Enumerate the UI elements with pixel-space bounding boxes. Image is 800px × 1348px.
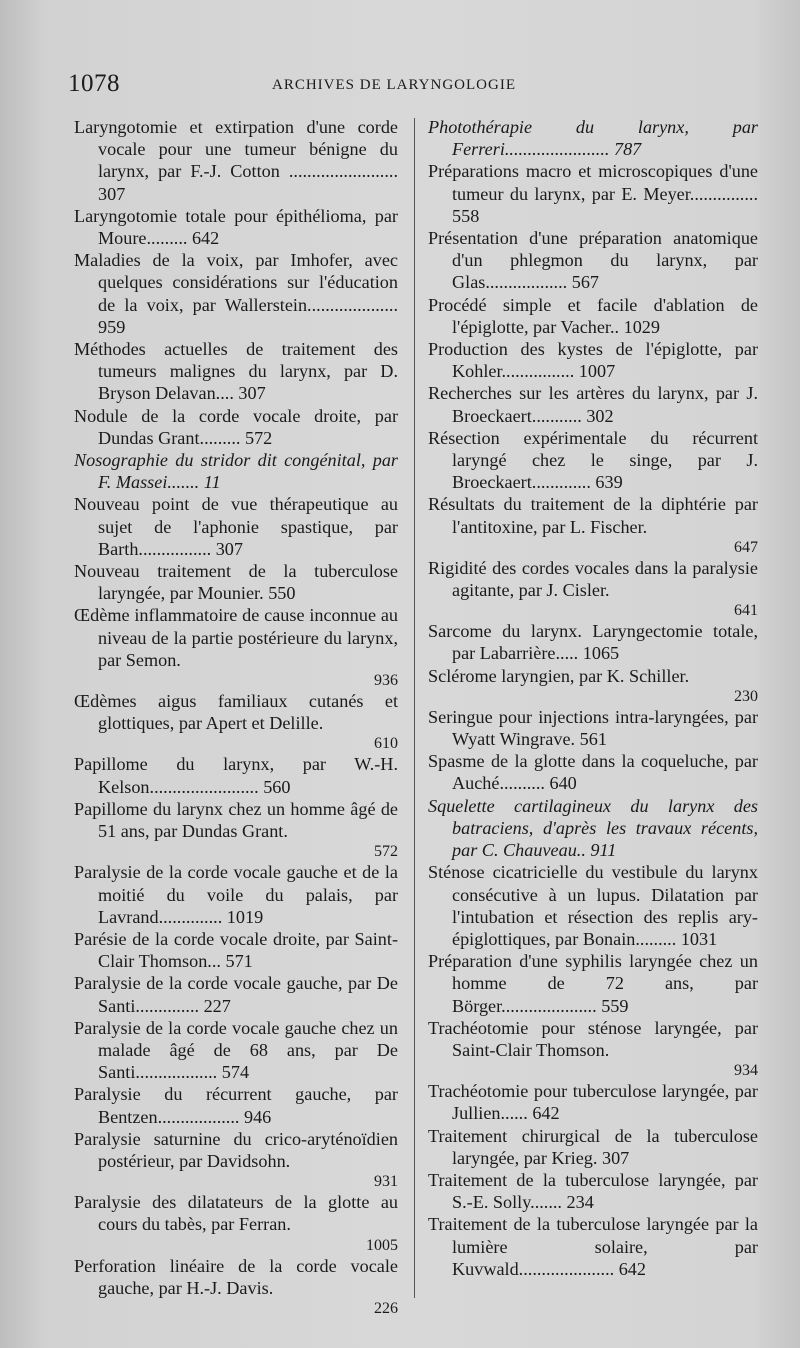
index-entry-text: Préparation d'une syphilis laryngée chez un homme de 72 ans, par Börger..................... 559 <box>428 951 758 1016</box>
index-entry-text: Paralysie de la corde vocale gauche et de la moitié du voile du palais, par Lavrand.............. 1019 <box>74 862 398 927</box>
index-entry <box>74 604 398 690</box>
index-entry <box>74 449 398 493</box>
index-entry <box>428 116 758 160</box>
index-entry-page-number: 1005 <box>366 1236 398 1254</box>
index-entry-text: Perforation linéaire de la corde vocale gauche, par H.-J. Davis. <box>74 1255 398 1298</box>
index-entry-text: Méthodes actuelles de traitement des tumeurs malignes du larynx, par D. Bryson Delavan.... 307 <box>74 339 398 404</box>
index-entry <box>428 1017 758 1080</box>
index-entry-text: Présentation d'une préparation anatomique d'un phlegmon du larynx, par Glas.................. 567 <box>428 228 758 293</box>
index-entry <box>428 227 758 294</box>
index-entry-text: Production des kystes de l'épiglotte, par Kohler................ 1007 <box>428 339 758 382</box>
index-entry-text: Œdème inflammatoire de cause inconnue au niveau de la partie postérieure du larynx, par Semon. <box>74 605 398 670</box>
index-entry-page-number: 572 <box>374 843 398 861</box>
index-entry-text: Rigidité des cordes vocales dans la paralysie agitante, par J. Cisler. <box>428 557 758 601</box>
index-entry <box>428 620 758 664</box>
index-entry-text: Sarcome du larynx. Laryngectomie totale, par Labarrière..... 1065 <box>428 621 758 664</box>
index-entry <box>74 1017 398 1084</box>
index-entry <box>74 1083 398 1127</box>
index-entry <box>74 116 398 205</box>
index-entry-page-number: 934 <box>734 1062 758 1080</box>
index-entry-text: Nodule de la corde vocale droite, par Dundas Grant......... 572 <box>74 405 398 448</box>
index-entry <box>74 205 398 249</box>
index-entry-text: Paralysie de la corde vocale gauche chez un malade âgé de 68 ans, par De Santi.................. 574 <box>74 1017 398 1083</box>
index-entry <box>74 1128 398 1191</box>
index-entry-text: Parésie de la corde vocale droite, par Saint-Clair Thomson... 571 <box>74 928 398 972</box>
column-divider <box>414 118 415 1298</box>
index-entry <box>428 294 758 338</box>
index-entry-text: Paralysie de la corde vocale gauche, par De Santi.............. 227 <box>74 973 398 1016</box>
index-entry-text: Paralysie du récurrent gauche, par Bentzen.................. 946 <box>74 1084 398 1127</box>
page-header <box>0 70 800 104</box>
index-entry-text: Squelette cartilagineux du larynx des batraciens, d'après les travaux récents, par C. Chauveau.. 911 <box>428 795 758 861</box>
index-entry-page-number: 226 <box>374 1299 398 1317</box>
index-entry-text: Sténose cicatricielle du vestibule du larynx consécutive à un lupus. Dilatation par l'intubation et résection des replis ary-épiglottiques, par Bonain......... 1031 <box>428 862 758 949</box>
index-entry-text: Nouveau traitement de la tuberculose laryngée, par Mounier. 550 <box>74 561 398 604</box>
index-entry <box>428 1213 758 1280</box>
right-index-column <box>428 116 758 1280</box>
index-entry <box>74 338 398 405</box>
index-entry-text: Maladies de la voix, par Imhofer, avec quelques considérations sur l'éducation de la voix, par Wallerstein.................... 959 <box>74 250 398 337</box>
running-title: ARCHIVES DE LARYNGOLOGIE <box>272 77 516 93</box>
index-entry-text: Traitement chirurgical de la tuberculose laryngée, par Krieg. 307 <box>428 1125 758 1168</box>
index-entry-text: Paralysie saturnine du crico-aryténoïdien postérieur, par Davidsohn. <box>74 1128 398 1171</box>
index-entry <box>74 928 398 972</box>
index-entry <box>428 160 758 227</box>
index-entry <box>428 1125 758 1169</box>
index-entry <box>74 798 398 861</box>
index-entry-text: Procédé simple et facile d'ablation de l'épiglotte, par Vacher.. 1029 <box>428 294 758 337</box>
index-entry <box>428 665 758 706</box>
index-entry <box>74 861 398 928</box>
index-entry-text: Trachéotomie pour sténose laryngée, par Saint-Clair Thomson. <box>428 1017 758 1060</box>
index-entry-text: Photothérapie du larynx, par Ferreri....................... 787 <box>428 117 758 160</box>
index-entry <box>428 338 758 382</box>
index-entry-text: Préparations macro et microscopiques d'une tumeur du larynx, par E. Meyer............... 558 <box>428 161 758 226</box>
index-entry <box>428 750 758 794</box>
index-entry-text: Laryngotomie totale pour épithélioma, par Moure......... 642 <box>74 205 398 249</box>
index-entry-text: Nouveau point de vue thérapeutique au sujet de l'aphonie spastique, par Barth................ 307 <box>74 494 398 559</box>
index-entry <box>74 249 398 338</box>
index-entry <box>74 560 398 604</box>
index-entry-text: Résection expérimentale du récurrent laryngé chez le singe, par J. Broeckaert............. 639 <box>428 427 758 493</box>
index-entry-text: Résultats du traitement de la diphtérie par l'antitoxine, par L. Fischer. <box>428 494 758 537</box>
index-entry-text: Papillome du larynx, par W.-H. Kelson........................ 560 <box>74 754 398 797</box>
index-entry <box>428 1080 758 1124</box>
index-entry <box>428 493 758 556</box>
index-entry-page-number: 936 <box>374 672 398 690</box>
index-entry-text: Nosographie du stridor dit congénital, par F. Massei....... 11 <box>74 450 398 493</box>
index-entry-text: Traitement de la tuberculose laryngée, par S.-E. Solly....... 234 <box>428 1169 758 1213</box>
index-entry <box>74 690 398 753</box>
index-entry <box>428 1169 758 1213</box>
index-entry-page-number: 641 <box>734 602 758 620</box>
index-entry-text: Trachéotomie pour tuberculose laryngée, par Jullien...... 642 <box>428 1081 758 1124</box>
index-entry-text: Sclérome laryngien, par K. Schiller. <box>428 665 690 686</box>
index-entry-text: Recherches sur les artères du larynx, par J. Broeckaert........... 302 <box>428 383 758 426</box>
index-entry-text: Œdèmes aigus familiaux cutanés et glottiques, par Apert et Delille. <box>74 691 398 734</box>
index-entry-text: Papillome du larynx chez un homme âgé de 51 ans, par Dundas Grant. <box>74 798 398 842</box>
index-entry-text: Spasme de la glotte dans la coqueluche, par Auché.......... 640 <box>428 751 758 794</box>
index-entry <box>428 706 758 750</box>
left-index-column <box>74 116 398 1318</box>
index-entry <box>74 405 398 449</box>
index-entry <box>428 795 758 862</box>
index-entry-text: Seringue pour injections intra-laryngées, par Wyatt Wingrave. 561 <box>428 706 758 750</box>
index-entry <box>428 861 758 950</box>
index-entry <box>74 493 398 560</box>
index-entry <box>74 753 398 797</box>
index-entry-page-number: 230 <box>734 687 758 705</box>
index-entry-text: Laryngotomie et extirpation d'une corde vocale pour une tumeur bénigne du larynx, par F.-J. Cotton ........................ 307 <box>74 117 398 204</box>
index-entry-text: Paralysie des dilatateurs de la glotte au cours du tabès, par Ferran. <box>74 1192 398 1235</box>
index-entry <box>428 427 758 494</box>
index-entry <box>428 382 758 426</box>
index-entry-text: Traitement de la tuberculose laryngée par la lumière solaire, par Kuvwald..................... 642 <box>428 1214 758 1279</box>
index-entry <box>74 1191 398 1254</box>
index-entry-page-number: 931 <box>374 1173 398 1191</box>
index-entry-page-number: 647 <box>734 538 758 556</box>
index-entry <box>74 1255 398 1318</box>
index-entry <box>428 950 758 1017</box>
index-entry <box>428 557 758 620</box>
index-entry-page-number: 610 <box>374 735 398 753</box>
page-number: 1078 <box>68 70 120 97</box>
index-entry <box>74 972 398 1016</box>
